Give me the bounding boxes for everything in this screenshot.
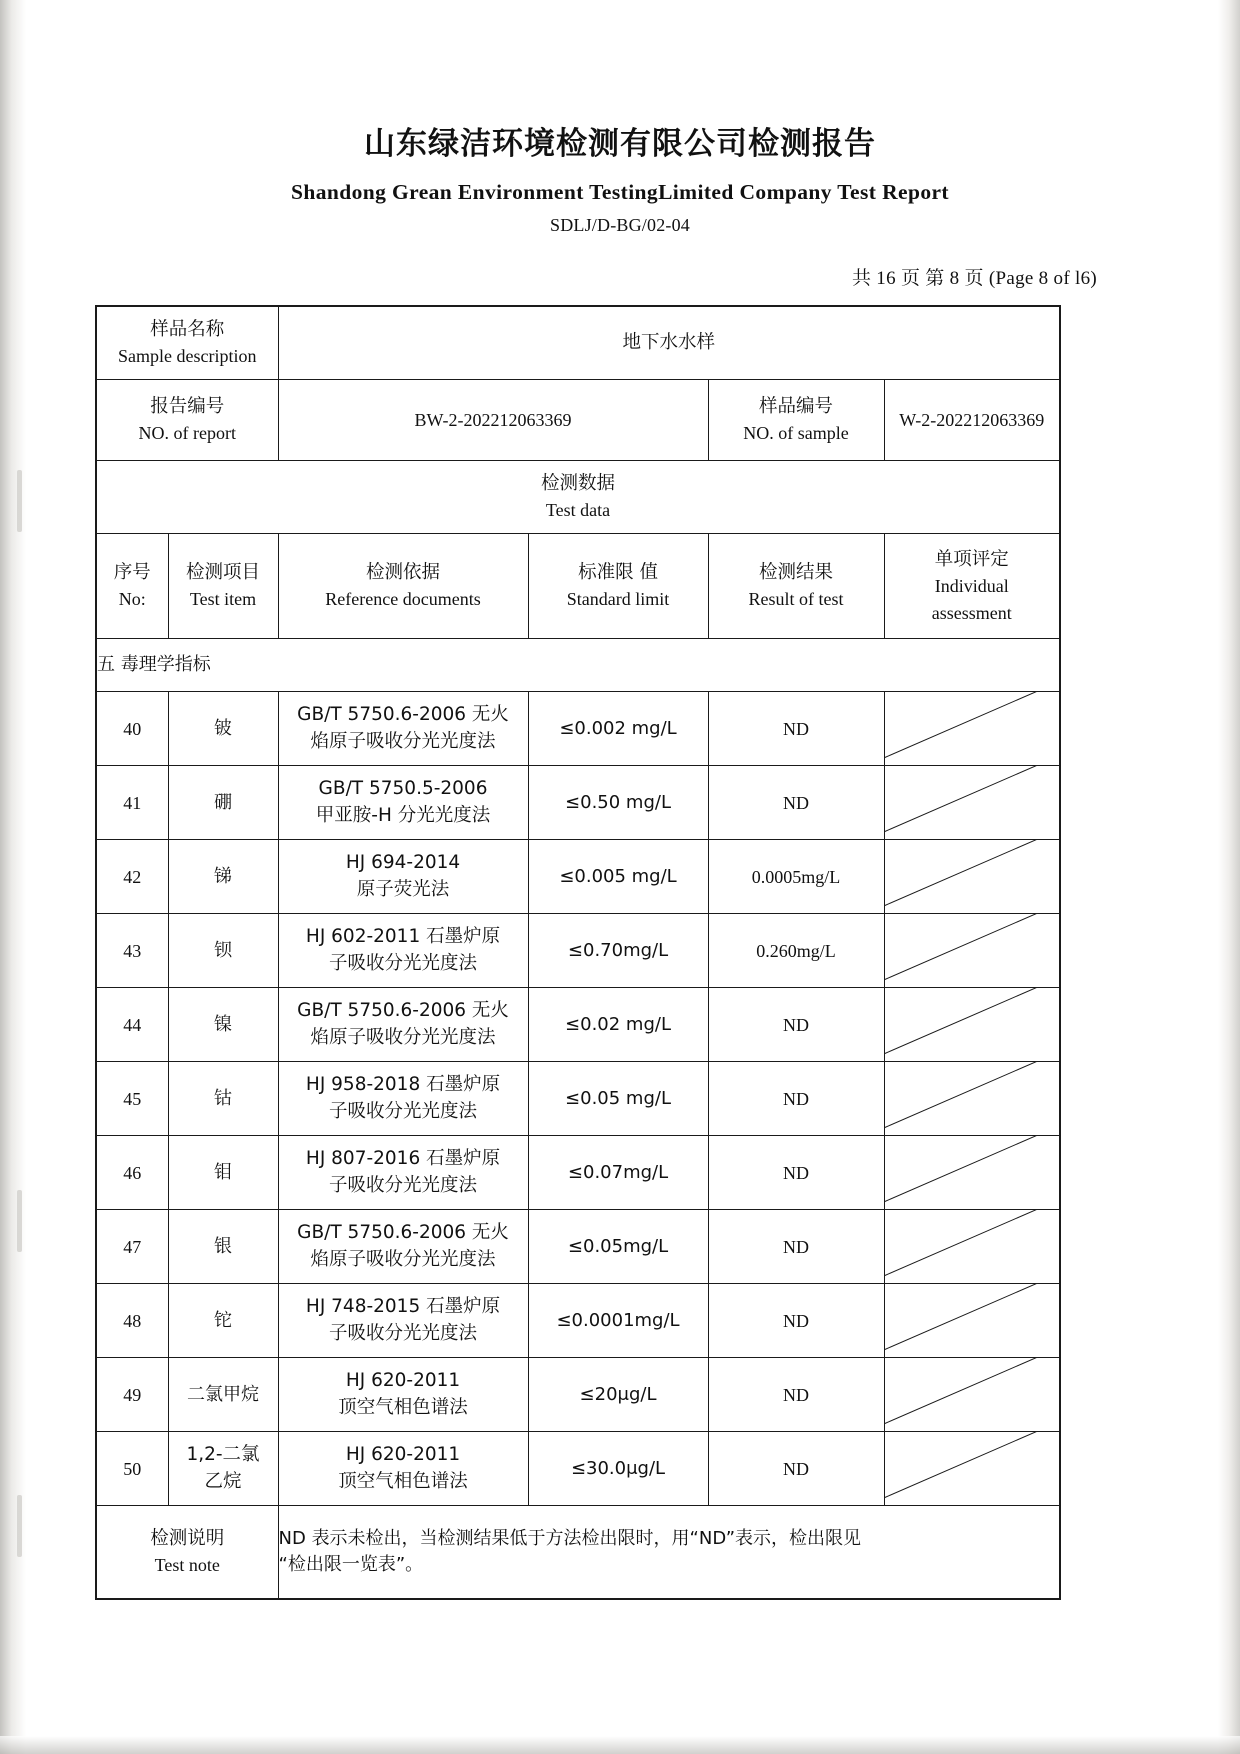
cell-reference: HJ 807-2016 石墨炉原 子吸收分光光度法	[278, 1136, 528, 1210]
cell-reference: HJ 748-2015 石墨炉原 子吸收分光光度法	[278, 1284, 528, 1358]
cell-assessment	[884, 988, 1060, 1062]
cell-standard-limit: ≤0.005 mg/L	[528, 840, 708, 914]
cell-standard-limit: ≤20μg/L	[528, 1358, 708, 1432]
cell-no: 46	[96, 1136, 168, 1210]
table-row	[96, 692, 1060, 766]
table-row-sample-description	[96, 306, 1060, 380]
table-row	[96, 1358, 1060, 1432]
table-row	[96, 988, 1060, 1062]
cell-test-item: 镍	[168, 988, 278, 1062]
cell-test-item: 二氯甲烷	[168, 1358, 278, 1432]
cell-result: 0.0005mg/L	[708, 840, 884, 914]
table-row	[96, 766, 1060, 840]
cell-no: 42	[96, 840, 168, 914]
table-row	[96, 840, 1060, 914]
cell-reference: GB/T 5750.6-2006 无火 焰原子吸收分光光度法	[278, 988, 528, 1062]
cell-reference: GB/T 5750.6-2006 无火 焰原子吸收分光光度法	[278, 1210, 528, 1284]
table-row	[96, 1432, 1060, 1506]
cell-result: ND	[708, 766, 884, 840]
sample-description-label	[96, 306, 278, 380]
sample-number-label	[708, 380, 884, 461]
cell-reference: HJ 620-2011 顶空气相色谱法	[278, 1432, 528, 1506]
table-row-test-note	[96, 1506, 1060, 1600]
test-note-line-1: ND 表示未检出，当检测结果低于方法检出限时，用“ND”表示，检出限见	[278, 1528, 862, 1549]
page-title-english: Shandong Grean Environment TestingLimited Company Test Report	[291, 180, 949, 205]
cell-standard-limit: ≤0.0001mg/L	[528, 1284, 708, 1358]
table-row-section-header	[96, 639, 1060, 692]
sample-description-label-cn: 样品名称	[150, 318, 225, 340]
test-note-label	[96, 1506, 278, 1600]
table-row	[96, 1136, 1060, 1210]
sample-number-value: W-2-202212063369	[884, 380, 1060, 461]
cell-result: ND	[708, 988, 884, 1062]
test-report-table	[95, 305, 1061, 1600]
cell-assessment	[884, 1358, 1060, 1432]
report-number-label	[96, 380, 278, 461]
cell-reference: GB/T 5750.6-2006 无火 焰原子吸收分光光度法	[278, 692, 528, 766]
cell-result: ND	[708, 1284, 884, 1358]
cell-test-item: 1,2-二氯 乙烷	[168, 1432, 278, 1506]
column-header-no: 序号 No:	[96, 534, 168, 639]
scan-edge-bottom	[0, 1736, 1240, 1754]
cell-assessment	[884, 1062, 1060, 1136]
table-row	[96, 1062, 1060, 1136]
cell-test-item: 锑	[168, 840, 278, 914]
cell-no: 41	[96, 766, 168, 840]
cell-test-item: 钴	[168, 1062, 278, 1136]
cell-assessment	[884, 766, 1060, 840]
cell-standard-limit: ≤0.07mg/L	[528, 1136, 708, 1210]
cell-result: ND	[708, 692, 884, 766]
cell-result: ND	[708, 1210, 884, 1284]
column-header-result-of-test: 检测结果 Result of test	[708, 534, 884, 639]
page-counter: 共 16 页 第 8 页 (Page 8 of l6)	[851, 268, 1097, 290]
report-number-label-cn: 报告编号	[150, 395, 225, 417]
section-label-toxicology: 五 毒理学指标	[96, 639, 1060, 692]
cell-assessment	[884, 692, 1060, 766]
cell-result: ND	[708, 1432, 884, 1506]
cell-result: ND	[708, 1358, 884, 1432]
cell-no: 45	[96, 1062, 168, 1136]
table-row	[96, 1210, 1060, 1284]
column-header-test-item: 检测项目 Test item	[168, 534, 278, 639]
cell-assessment	[884, 1432, 1060, 1506]
table-row-report-number	[96, 380, 1060, 461]
cell-assessment	[884, 1210, 1060, 1284]
cell-standard-limit: ≤0.05mg/L	[528, 1210, 708, 1284]
test-data-band-en: Test data	[545, 500, 611, 521]
cell-no: 48	[96, 1284, 168, 1358]
test-data-band	[96, 461, 1060, 534]
column-header-standard-limit: 标准限 值 Standard limit	[528, 534, 708, 639]
test-data-band-cn: 检测数据	[541, 472, 616, 494]
column-header-individual-assessment: 单项评定 Individual assessment	[884, 534, 1060, 639]
cell-assessment	[884, 1284, 1060, 1358]
cell-no: 44	[96, 988, 168, 1062]
cell-standard-limit: ≤0.05 mg/L	[528, 1062, 708, 1136]
cell-reference: GB/T 5750.5-2006 甲亚胺-H 分光光度法	[278, 766, 528, 840]
page-title-chinese: 山东绿洁环境检测有限公司检测报告	[364, 126, 876, 162]
cell-no: 40	[96, 692, 168, 766]
sample-description-value: 地下水水样	[278, 306, 1060, 380]
cell-result: ND	[708, 1062, 884, 1136]
test-note-text	[278, 1506, 1060, 1600]
cell-test-item: 铊	[168, 1284, 278, 1358]
cell-no: 50	[96, 1432, 168, 1506]
column-header-reference-documents: 检测依据 Reference documents	[278, 534, 528, 639]
table-row	[96, 914, 1060, 988]
cell-standard-limit: ≤30.0μg/L	[528, 1432, 708, 1506]
cell-standard-limit: ≤0.002 mg/L	[528, 692, 708, 766]
cell-assessment	[884, 840, 1060, 914]
sample-number-label-en: NO. of sample	[743, 423, 849, 444]
cell-reference: HJ 602-2011 石墨炉原 子吸收分光光度法	[278, 914, 528, 988]
cell-reference: HJ 694-2014 原子荧光法	[278, 840, 528, 914]
test-note-line-2: “检出限一览表”。	[278, 1554, 424, 1576]
table-header-row	[96, 534, 1060, 639]
cell-standard-limit: ≤0.50 mg/L	[528, 766, 708, 840]
sample-description-label-en: Sample description	[118, 346, 257, 367]
cell-test-item: 银	[168, 1210, 278, 1284]
cell-test-item: 钼	[168, 1136, 278, 1210]
cell-test-item: 铍	[168, 692, 278, 766]
cell-standard-limit: ≤0.70mg/L	[528, 914, 708, 988]
cell-assessment	[884, 1136, 1060, 1210]
cell-test-item: 硼	[168, 766, 278, 840]
cell-standard-limit: ≤0.02 mg/L	[528, 988, 708, 1062]
table-row	[96, 1284, 1060, 1358]
cell-reference: HJ 620-2011 顶空气相色谱法	[278, 1358, 528, 1432]
table-row-test-data-band	[96, 461, 1060, 534]
cell-no: 49	[96, 1358, 168, 1432]
document-code: SDLJ/D-BG/02-04	[549, 215, 690, 236]
cell-result: ND	[708, 1136, 884, 1210]
test-note-label-en: Test note	[154, 1555, 220, 1576]
cell-no: 43	[96, 914, 168, 988]
cell-test-item: 钡	[168, 914, 278, 988]
report-number-value: BW-2-202212063369	[278, 380, 708, 461]
cell-assessment	[884, 914, 1060, 988]
cell-result: 0.260mg/L	[708, 914, 884, 988]
cell-no: 47	[96, 1210, 168, 1284]
report-number-label-en: NO. of report	[138, 423, 236, 444]
test-note-label-cn: 检测说明	[150, 1527, 225, 1549]
sample-number-label-cn: 样品编号	[759, 395, 834, 417]
cell-reference: HJ 958-2018 石墨炉原 子吸收分光光度法	[278, 1062, 528, 1136]
